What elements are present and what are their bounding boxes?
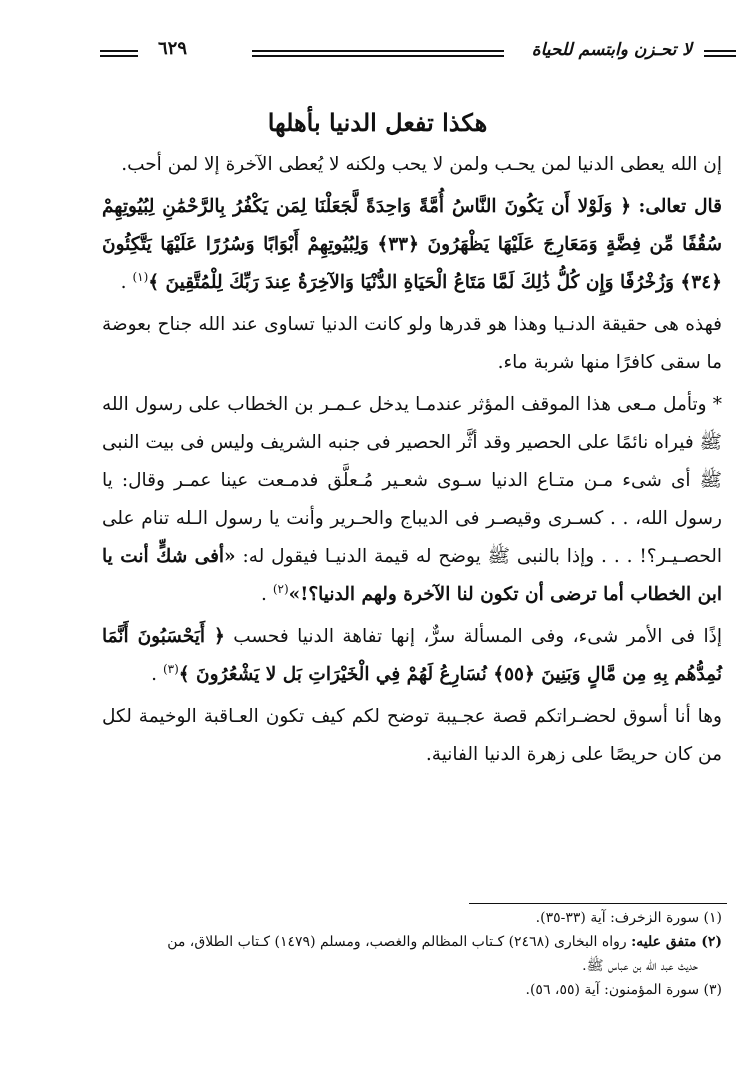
footnote-2 [102,930,722,954]
footnote-separator [469,903,727,904]
paragraph-4 [102,386,722,614]
sentence-end: . [261,584,267,605]
header-rule-right [704,50,736,57]
sentence-end: . [120,272,127,293]
footnote-2-lead: (٢) متفق عليه: [631,934,722,950]
hadith-quote: «أفى شكٍّ أنت يا ابن الخطاب أما ترضى أن تكون لنا الآخرة ولهم الدنيا؟!» [102,546,722,605]
footnote-ref: (١) [132,269,149,284]
verse-intro: قال تعالى: [638,196,722,217]
footnote-3: (٣) سورة المؤمنون: آية (٥٥، ٥٦). [525,982,722,998]
body-text [102,146,722,778]
footnote-2-text: رواه البخارى (٢٤٦٨) كـتاب المظالم والغصب، ومسلم (١٤٧٩) كـتاب الطلاق، من [167,934,627,950]
narrative-text: إذًا فى الأمر شىء، وفى المسألة سرٌّ، إنها تفاهة الدنيا فحسب [233,626,722,647]
paragraph-2 [102,188,722,302]
sentence-end: . [151,664,158,685]
footnote-ref: (٢) [272,581,289,596]
header-rule-middle [252,50,504,57]
quran-verse: ﴿ وَلَوْلا أَن يَكُونَ النَّاسُ أُمَّةً وَاحِدَةً لَّجَعَلْنَا لِمَن يَكْفُرُ بِالرَّحْمَٰنِ لِبُيُوتِهِمْ سُقُفًا مِّن فِضَّةٍ وَمَعَارِجَ عَلَيْهَا يَظْهَرُونَ ﴿٣٣﴾ وَلِبُيُوتِهِمْ أَبْوَابًا وَسُرُرًا عَلَيْهَا يَتَّكِئُونَ ﴿٣٤﴾ وَزُخْرُفًا وَإِن كُلُّ ذَٰلِكَ لَمَّا مَتَاعُ الْحَيَاةِ الدُّنْيَا وَالآخِرَةُ عِندَ رَبِّكَ لِلْمُتَّقِينَ ﴾ [102,196,723,293]
footnotes [102,906,722,1002]
footnote-ref: (٣) [162,661,179,676]
footnote-2-continuation: حديث عبد الله بن عباس ﷺ. [582,958,698,974]
paragraph-3: فهذه هى حقيقة الدنـيا وهذا هو قدرها ولو كانت الدنيا تساوى عند الله جناح بعوضة ما سقى كافرًا منها شربة ماء. [102,314,722,373]
running-header [100,36,736,70]
section-heading: هكذا تفعل الدنيا بأهلها [267,108,488,137]
book-title: لا تحـزن وابتسم للحياة [531,40,692,60]
paragraph-1: إن الله يعطى الدنيا لمن يحـب ولمن لا يحب ولكنه لا يُعطى الآخرة إلا لمن أحب. [121,154,722,175]
narrative-text: * وتأمل مـعى هذا الموقف المؤثر عندمـا يدخل عـمـر بن الخطاب على رسول الله ﷺ فيراه نائمًا على الحصير وقد أثَّر الحصير فى جنبه الشريف وليس فى بيت النبى ﷺ أى شىء مـن متـاع الدنيا سـوى شعـير مُـعلَّق فدمـعت عينا عمـر وقال: يا رسول الله، . . كسـرى وقيصـر فى الديباج والحـرير وأنت يا رسول الـله تنام على الحصـيـر؟! . . . وإذا بالنبى ﷺ يوضح له قيمة الدنيـا فيقول له: [102,394,722,567]
quran-verse: ﴿ أَيَحْسَبُونَ أَنَّمَا نُمِدُّهُم بِهِ مِن مَّالٍ وَبَنِينَ ﴿٥٥﴾ نُسَارِعُ لَهُمْ فِي الْخَيْرَاتِ بَل لا يَشْعُرُونَ ﴾ [102,626,722,685]
page-number: ٦٢٩ [158,38,188,59]
footnote-1: (١) سورة الزخرف: آية (٣٣-٣٥). [535,910,722,926]
paragraph-6: وها أنا أسوق لحضـراتكم قصة عجـيبة توضح لكم كيف تكون العـاقبة الوخيمة لكل من كان حريصًا على زهرة الدنيا الفانية. [102,706,722,765]
header-rule-left [100,50,138,57]
paragraph-5 [102,618,722,694]
